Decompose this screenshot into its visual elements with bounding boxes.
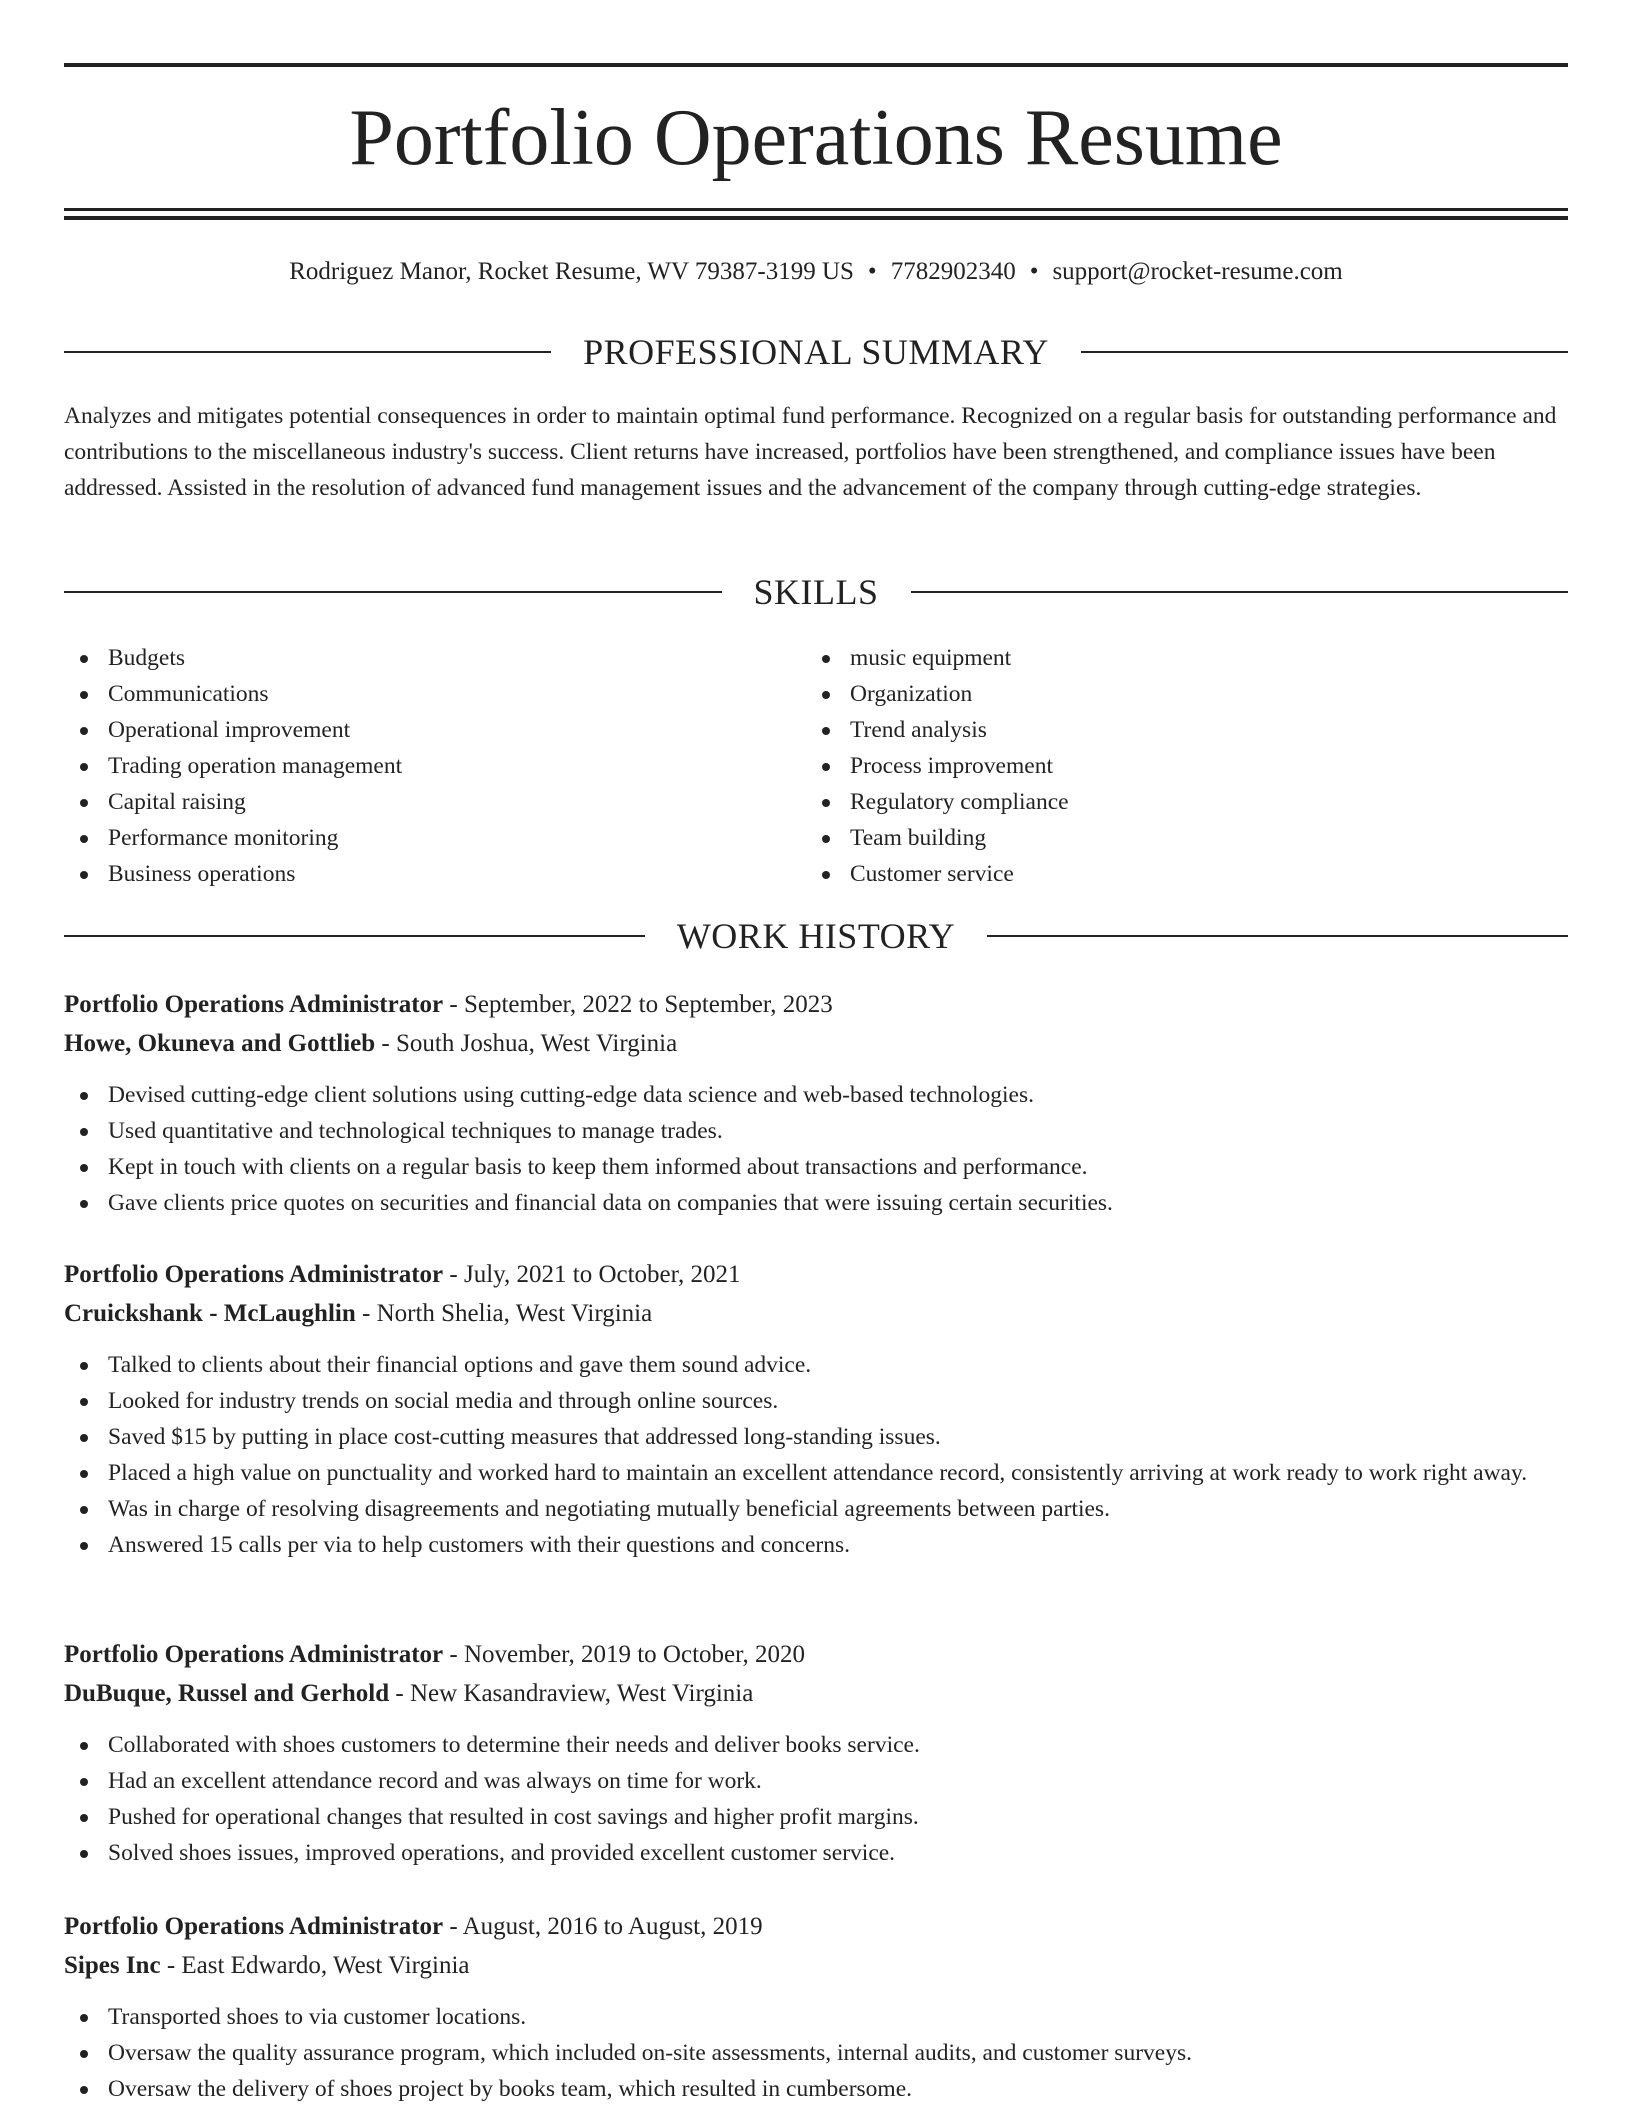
- contact-phone: 7782902340: [890, 258, 1016, 285]
- skill-item: Process improvement: [806, 748, 1548, 784]
- summary-text: Analyzes and mitigates potential consequences in order to maintain optimal fund performance. Recognized on a regular basis for outstanding performance and contributions to the miscellaneous industry's success. Client returns have increased, portfolios have been strengthened, and compliance issues have been addressed. Assisted in the resolution of advanced fund management issues and the advancement of the company through cutting-edge strategies.: [64, 403, 1557, 501]
- skill-item: Team building: [806, 820, 1548, 856]
- skill-item: Budgets: [64, 640, 806, 676]
- resume-title: Portfolio Operations Resume: [349, 94, 1283, 182]
- job-title: Portfolio Operations Administrator: [64, 1261, 444, 1288]
- bullet-separator: •: [1029, 258, 1039, 285]
- job-location: East Edwardo, West Virginia: [181, 1952, 470, 1979]
- job-entry: [64, 1636, 1568, 1871]
- section-title: WORK HISTORY: [676, 916, 956, 956]
- job-bullet: Was in charge of resolving disagreements and negotiating mutually beneficial agreements between parties.: [64, 1491, 1568, 1527]
- job-dates: September, 2022 to September, 2023: [463, 991, 833, 1018]
- job-company-line: DuBuque, Russel and Gerhold - New Kasandraview, West Virginia: [64, 1680, 754, 1707]
- skill-item: Trend analysis: [806, 712, 1548, 748]
- skill-item: Performance monitoring: [64, 820, 806, 856]
- job-bullet: Devised cutting-edge client solutions using cutting-edge data science and web-based technologies.: [64, 1077, 1568, 1113]
- section-heading-summary: [64, 330, 1568, 374]
- job-company-line: Howe, Okuneva and Gottlieb - South Joshua, West Virginia: [64, 1030, 678, 1057]
- divider-line: [911, 591, 1569, 593]
- job-company: DuBuque, Russel and Gerhold: [64, 1680, 390, 1707]
- skills-list: [64, 640, 1568, 892]
- job-bullets: [64, 1999, 1568, 2107]
- job-company: Sipes Inc: [64, 1952, 161, 1979]
- skill-item: Regulatory compliance: [806, 784, 1548, 820]
- skill-item: Operational improvement: [64, 712, 806, 748]
- job-entry: [64, 1256, 1568, 1563]
- section-title: SKILLS: [753, 572, 879, 612]
- job-bullet: Pushed for operational changes that resulted in cost savings and higher profit margins.: [64, 1799, 1568, 1835]
- contact-address: Rodriguez Manor, Rocket Resume, WV 79387-3199 US: [289, 258, 854, 285]
- job-bullets: [64, 1727, 1568, 1871]
- job-bullet: Looked for industry trends on social media and through online sources.: [64, 1383, 1568, 1419]
- job-entry: [64, 1908, 1568, 2107]
- job-bullet: Solved shoes issues, improved operations, and provided excellent customer service.: [64, 1835, 1568, 1871]
- divider-line: [64, 351, 551, 353]
- job-title: Portfolio Operations Administrator: [64, 1641, 444, 1668]
- job-dates: July, 2021 to October, 2021: [463, 1261, 741, 1288]
- skill-item: Organization: [806, 676, 1548, 712]
- skill-item: music equipment: [806, 640, 1548, 676]
- job-bullet: Kept in touch with clients on a regular basis to keep them informed about transactions and performance.: [64, 1149, 1568, 1185]
- job-location: South Joshua, West Virginia: [395, 1030, 678, 1057]
- contact-line: [64, 254, 1568, 290]
- job-company-line: Sipes Inc - East Edwardo, West Virginia: [64, 1952, 470, 1979]
- job-dates: November, 2019 to October, 2020: [463, 1641, 805, 1668]
- job-role-line: Portfolio Operations Administrator - July, 2021 to October, 2021: [64, 1261, 741, 1288]
- job-location: New Kasandraview, West Virginia: [409, 1680, 754, 1707]
- divider-line: [64, 935, 645, 937]
- job-bullet: Saved $15 by putting in place cost-cutting measures that addressed long-standing issues.: [64, 1419, 1568, 1455]
- skill-item: Business operations: [64, 856, 806, 892]
- job-bullet: Talked to clients about their financial options and gave them sound advice.: [64, 1347, 1568, 1383]
- job-bullet: Placed a high value on punctuality and worked hard to maintain an excellent attendance record, consistently arriving at work ready to work right away.: [64, 1455, 1568, 1491]
- job-company: Howe, Okuneva and Gottlieb: [64, 1030, 376, 1057]
- job-bullet: Had an excellent attendance record and was always on time for work.: [64, 1763, 1568, 1799]
- bullet-separator: •: [867, 258, 877, 285]
- section-heading-work-history: [64, 914, 1568, 958]
- job-title: Portfolio Operations Administrator: [64, 1913, 444, 1940]
- job-role-line: Portfolio Operations Administrator - November, 2019 to October, 2020: [64, 1641, 805, 1668]
- job-bullet: Transported shoes to via customer locations.: [64, 1999, 1568, 2035]
- header-bottom-rule: [64, 208, 1568, 211]
- job-bullet: Answered 15 calls per via to help customers with their questions and concerns.: [64, 1527, 1568, 1563]
- job-title: Portfolio Operations Administrator: [64, 991, 444, 1018]
- job-role-line: Portfolio Operations Administrator - September, 2022 to September, 2023: [64, 991, 833, 1018]
- job-bullet: Used quantitative and technological techniques to manage trades.: [64, 1113, 1568, 1149]
- skill-item: Communications: [64, 676, 806, 712]
- skill-item: Capital raising: [64, 784, 806, 820]
- job-entry: [64, 986, 1568, 1221]
- divider-line: [1081, 351, 1568, 353]
- job-bullet: Collaborated with shoes customers to determine their needs and deliver books service.: [64, 1727, 1568, 1763]
- job-location: North Shelia, West Virginia: [376, 1300, 653, 1327]
- skill-item: Customer service: [806, 856, 1548, 892]
- header-bottom-rule-thick: [64, 216, 1568, 220]
- job-role-line: Portfolio Operations Administrator - August, 2016 to August, 2019: [64, 1913, 763, 1940]
- job-company: Cruickshank - McLaughlin: [64, 1300, 356, 1327]
- job-dates: August, 2016 to August, 2019: [462, 1913, 763, 1940]
- job-bullets: [64, 1347, 1568, 1563]
- skills-column-left: [64, 640, 806, 892]
- skills-column-right: [806, 640, 1548, 892]
- header-top-rule: [64, 63, 1568, 67]
- job-bullets: [64, 1077, 1568, 1221]
- job-bullet: Gave clients price quotes on securities and financial data on companies that were issuing certain securities.: [64, 1185, 1568, 1221]
- job-company-line: Cruickshank - McLaughlin - North Shelia, West Virginia: [64, 1300, 653, 1327]
- job-bullet: Oversaw the quality assurance program, which included on-site assessments, internal audits, and customer surveys.: [64, 2035, 1568, 2071]
- section-heading-skills: [64, 570, 1568, 614]
- skill-item: Trading operation management: [64, 748, 806, 784]
- contact-email: support@rocket-resume.com: [1052, 258, 1343, 285]
- section-title: PROFESSIONAL SUMMARY: [583, 332, 1049, 372]
- divider-line: [987, 935, 1568, 937]
- job-bullet: Oversaw the delivery of shoes project by books team, which resulted in cumbersome.: [64, 2071, 1568, 2107]
- divider-line: [64, 591, 722, 593]
